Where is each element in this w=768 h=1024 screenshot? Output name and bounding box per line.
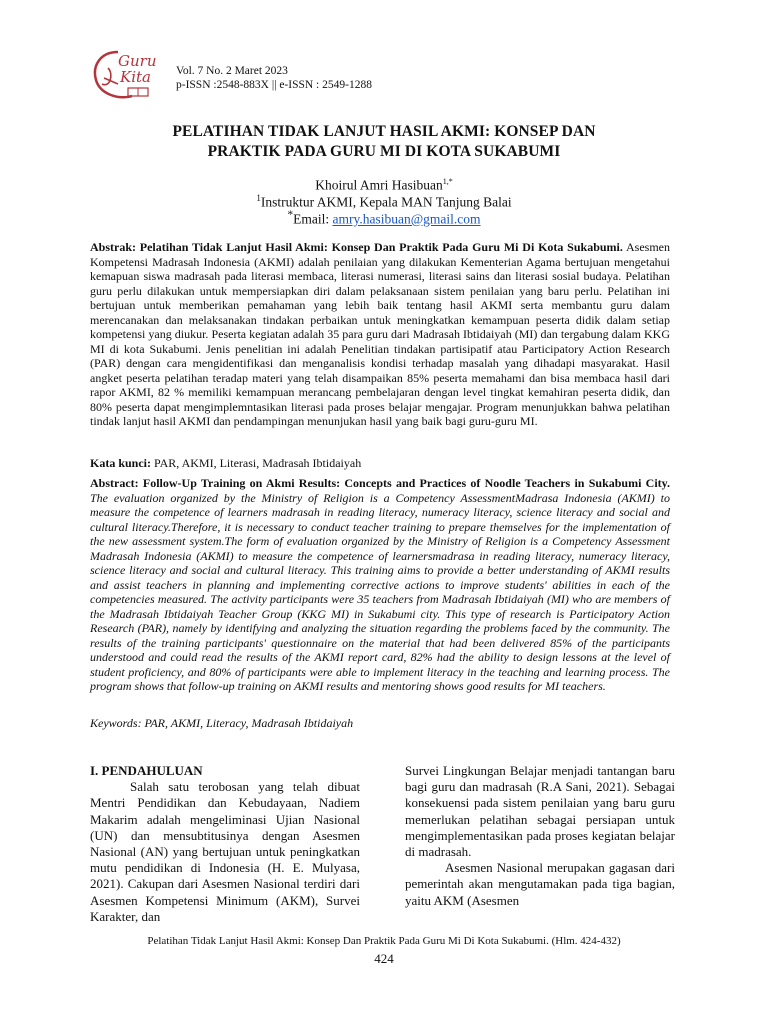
abstract-body: The evaluation organized by the Ministry of Religion is a Competency AssessmentMadrasa Indonesia (AKMI) to measure the competence of learners madrasah in reading literacy, numeracy literacy, science literacy and social and cultural literacy.Therefore, it is necessary to conduct teacher training to prepare themselves for the implementation of the new assessment system.The form of evaluation organized by the Ministry of Religion is a Competency Assessment Madrasah Indonesia (AKMI) to measure the competence of learnersmadrasa in reading literacy, numeracy literacy, science literacy and social and cultural literacy. This training aims to provide a better understanding of AKMI results and assist teachers in planning and implementing corrective actions to improve students' abilities in each of the competencies measured. The activity participants were 35 teachers from Madrasah Ibtidaiyah (MI) who are members of the Madrasah Ibtidaiyah Teacher Group (KKG MI) in Sukabumi city. This type of research is Participatory Action Research (PAR), namely by identifying and analyzing the situation regarding the problems faced by the community. The results of the training participants' questionnaire on the material that had been delivered 85% of the participants understood and could read the results of the AKMI report card, 82% had the ability to design lessons at the level of student proficiency, and 80% of participants were able to implement literacy in the teaching and learning process. The program shows that follow-up training on AKMI results and mentoring shows good results for MI teachers. [90,490,670,693]
abstract-lead: Abstract: Follow-Up Training on Akmi Results: Concepts and Practices of Noodle Teachers in Sukabumi City. [90,476,670,490]
title-line-2: PRAKTIK PADA GURU MI DI KOTA SUKABUMI [207,143,561,160]
kata-kunci [90,456,361,470]
abstrak-lead: Abstrak: Pelatihan Tidak Lanjut Hasil Akmi: Konsep Dan Praktik Pada Guru Mi Di Kota Sukabumi. [90,240,623,254]
kata-kunci-values: PAR, AKMI, Literasi, Madrasah Ibtidaiyah [151,456,362,470]
journal-volume: Vol. 7 No. 2 Maret 2023 [176,65,288,77]
journal-meta [176,64,372,92]
logo-text-kita: Kita [120,68,151,86]
email-label: Email: [293,211,333,227]
abstract-english [90,476,670,694]
journal-logo [88,44,168,104]
page-footer: Pelatihan Tidak Lanjut Hasil Akmi: Konsep Dan Praktik Pada Guru Mi Di Kota Sukabumi. (Hlm. 424-432) [147,935,621,947]
abstrak-body: Asesmen Kompetensi Madrasah Indonesia (AKMI) adalah penilaian yang dilakukan Kementerian Agama bertujuan mengetahui kemapuan siswa madrasah pada literasi membaca, literasi numerasi, literasi sains dan literasi sosial budaya. Pelatihan guru perlu dilakukan untuk mempersiapkan diri dalam pelaksanaan sistem penilaian yang baru perlu. Pelatihan ini bertujuan untuk memberikan pemahaman yang lebih baik tentang hasil AKMI serta membantu guru dalam merencanakan dan melaksanakan tindakan perbaikan untuk meningkatkan kemampuan peserta didik dalam setiap kompetensi yang diukur. Peserta kegiatan adalah 35 para guru dari Madrasah Ibtidaiyah (MI) dan tergabung dalam KKG MI di kota Sukabumi. Jenis penelitian ini adalah Penelitian tindakan partisipatif atau Participatory Action Research (PAR) dengan cara mengidentifikasi dan menganalisis kondisi terhadap masalah yang dihadapi masyarakat. Hasil angket peserta pelatihan teradap materi yang telah disampaikan 85% peserta memahami dan bisa membaca hasil dari rapor AKMI, 82 % memiliki kemampuan merancang pembelajaran dengan level tingkat kemahiran peserta didik, dan 80% peserta dapat mengimplemntasikan literasi pada proses belajar mengajar. Program menunjukkan bahwa pelatihan tindak lanjut hasil AKMI dan pendampingan menunjukan hasil yang baik bagi guru-guru MI. [90,240,670,428]
email-line [90,207,678,228]
author-superscript: 1,* [442,177,453,186]
kata-kunci-label: Kata kunci: [90,456,152,470]
abstrak-indonesian [90,240,670,429]
title-line-1: PELATIHAN TIDAK LANJUT HASIL AKMI: KONSEP DAN [172,123,596,140]
author-name: Khoirul Amri Hasibuan [315,177,443,193]
body-column-right [405,763,675,909]
keywords-label: Keywords [90,716,138,730]
section-heading: I. PENDAHULUAN [90,763,203,778]
journal-issn: p-ISSN :2548-883X || e-ISSN : 2549-1288 [176,79,372,91]
page-number: 424 [374,951,394,966]
email-link[interactable]: amry.hasibuan@gmail.com [332,211,481,227]
logo-mark [88,44,168,104]
affiliation: Instruktur AKMI, Kepala MAN Tanjung Balai [260,194,512,210]
email-superscript: * [287,209,294,221]
affiliation-superscript: 1 [256,193,261,203]
keywords-values: : PAR, AKMI, Literacy, Madrasah Ibtidaiyah [137,716,354,730]
right-paragraph-1: Survei Lingkungan Belajar menjadi tantangan baru bagi guru dan madrasah (R.A Sani, 2021). Sebagai konsekuensi pada sistem penilaian yang baru guru memerlukan pelatihan sebagai persiapan untuk mengimplementasikan pada proses kegiatan belajar di madrasah. [405,763,675,860]
body-column-left [90,763,360,925]
logo-text-guru: Guru [118,52,157,70]
keywords [90,716,353,730]
right-paragraph-2: Asesmen Nasional merupakan gagasan dari pemerintah akan mengutamakan pada tiga bagian, yaitu AKM (Asesmen [405,860,675,908]
paper-title [90,122,678,162]
journal-header [88,44,508,104]
left-paragraph-1: Salah satu terobosan yang telah dibuat Mentri Pendidikan dan Kebudayaan, Nadiem Makarim adalah mengeliminasi Ujian Nasional (UN) dan mensubtitusinya dengan Asesmen Nasional (AN) yang bertujuan untuk peningkatkan mutu pendidikan di Indonesia (H. E. Mulyasa, 2021). Cakupan dari Asesmen Nasional terdiri dari Asesmen Kompetensi Minimum (AKM), Survei Karakter, dan [90,779,360,924]
